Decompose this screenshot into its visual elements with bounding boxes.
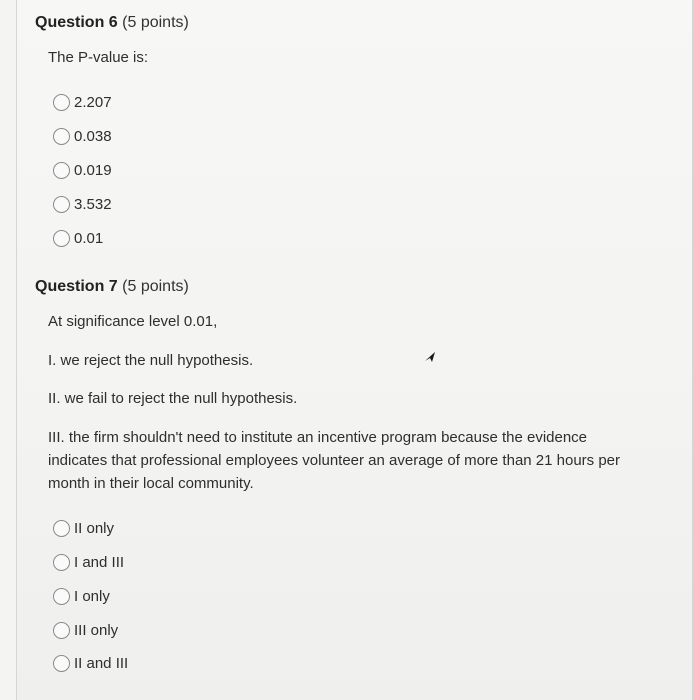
option-label: II and III (74, 654, 129, 672)
question-7-prompt: At significance level 0.01, (48, 313, 218, 330)
q6-option-3[interactable] (53, 159, 112, 181)
question-7-label: Question 7 (35, 278, 118, 295)
question-6-prompt: The P-value is: (48, 49, 149, 66)
q6-option-4[interactable] (53, 193, 112, 215)
radio-button[interactable] (53, 94, 70, 111)
q6-option-1[interactable] (53, 91, 112, 113)
radio-button[interactable] (53, 162, 70, 179)
q7-option-2[interactable] (53, 551, 124, 573)
option-label: I and III (74, 553, 125, 571)
q7-option-3[interactable] (53, 585, 110, 607)
option-label: I only (74, 587, 110, 605)
statement-1: I. we reject the null hypothesis. (48, 352, 254, 369)
option-label: III only (74, 621, 119, 639)
q7-option-1[interactable] (53, 517, 114, 539)
radio-button[interactable] (53, 520, 70, 537)
q6-option-5[interactable] (53, 227, 103, 249)
option-label: 0.019 (74, 161, 112, 179)
question-6-title (35, 14, 189, 32)
option-label: 0.038 (74, 127, 112, 145)
question-7-points: (5 points) (122, 278, 189, 295)
q6-option-2[interactable] (53, 125, 112, 147)
radio-button[interactable] (53, 128, 70, 145)
q7-option-5[interactable] (53, 652, 128, 674)
question-6-label: Question 6 (35, 14, 118, 31)
radio-button[interactable] (53, 554, 70, 571)
radio-button[interactable] (53, 588, 70, 605)
option-label: 3.532 (74, 195, 112, 213)
option-label: 0.01 (74, 229, 104, 247)
q7-option-4[interactable] (53, 619, 118, 641)
mouse-cursor-icon (424, 350, 436, 364)
radio-button[interactable] (53, 230, 70, 247)
statement-3: III. the firm shouldn't need to institute an incentive program because the evidence indicates that professional employees volunteer an average of more than 21 hours per month in their local community. (48, 429, 621, 492)
option-label: II only (74, 519, 115, 537)
radio-button[interactable] (53, 622, 70, 639)
question-6-points: (5 points) (122, 14, 189, 31)
radio-button[interactable] (53, 196, 70, 213)
option-label: 2.207 (74, 93, 112, 111)
radio-button[interactable] (53, 655, 70, 672)
question-7-title (35, 278, 189, 296)
statement-2: II. we fail to reject the null hypothesis. (48, 390, 298, 407)
